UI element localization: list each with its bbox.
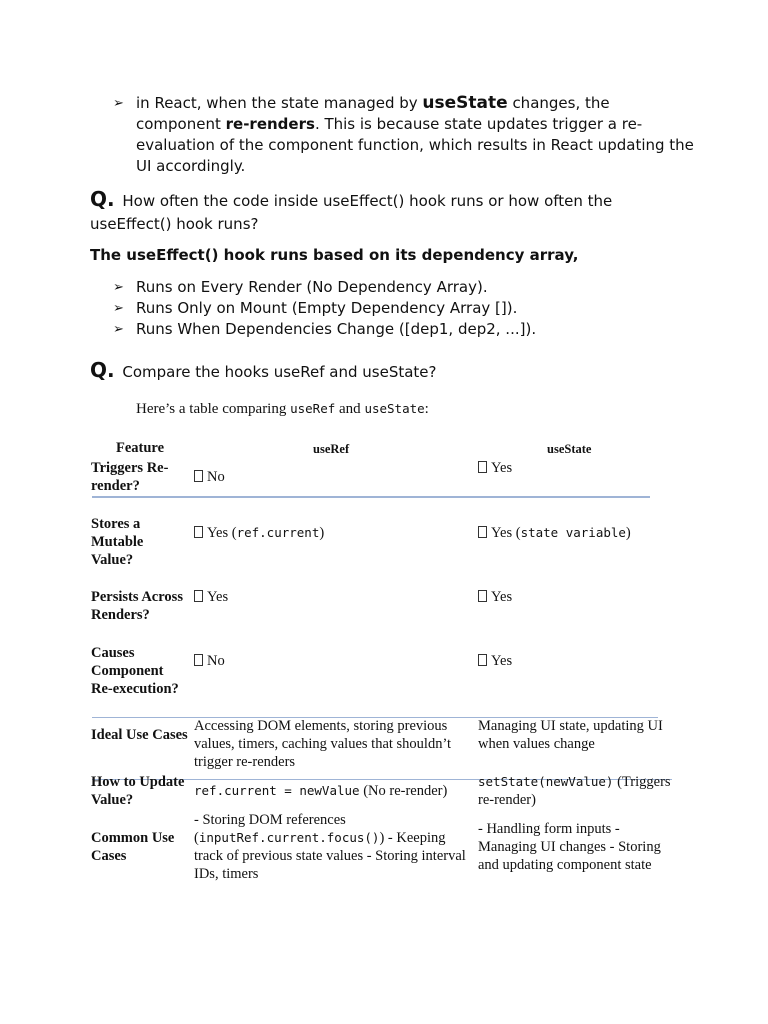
table-header-useref: useRef — [313, 442, 350, 456]
table-cell-useref — [194, 811, 478, 883]
intro-bullet-list — [113, 93, 696, 177]
table-intro-text: : — [424, 401, 429, 417]
cell-text: Yes — [491, 653, 513, 669]
table-cell-useref — [194, 524, 324, 542]
cell-text: Yes — [491, 460, 513, 476]
table-cell-feature: Triggers Re-render? — [91, 460, 169, 494]
table-header-usestate: useState — [547, 442, 592, 456]
table-cell-feature: Stores a Mutable Value? — [91, 516, 144, 568]
code-term: setState(newValue) — [478, 774, 614, 789]
question-text: How often the code inside useEffect() hook runs or how often the useEffect() hook runs? — [90, 192, 613, 233]
table-cell-feature: Ideal Use Cases — [91, 727, 188, 743]
table-cell-useref — [194, 468, 225, 486]
cell-text: ) — [319, 525, 325, 541]
list-item — [113, 93, 696, 177]
table-cell-usestate — [478, 652, 512, 670]
code-term: useRef — [290, 401, 336, 416]
code-term: ref.current = newValue — [194, 783, 360, 798]
table-cell-useref: Accessing DOM elements, storing previous values, timers, caching values that shouldn’t trigger re-renders — [194, 718, 452, 770]
intro-text: . This is because state updates trigger a re-evaluation of the component function, which results in React updating the UI accordingly. — [136, 115, 694, 175]
question-mark-label: Q. — [90, 358, 115, 382]
question-mark-label: Q. — [90, 187, 115, 211]
symbol-box-icon — [478, 654, 487, 666]
intro-text: in React, when the state managed by — [136, 94, 423, 112]
table-divider — [92, 496, 650, 498]
symbol-box-icon — [194, 654, 203, 666]
cell-text: Yes — [207, 589, 229, 605]
cell-text: Yes — [491, 589, 513, 605]
table-cell-feature: Common Use Cases — [91, 830, 175, 864]
usestate-term: useState — [422, 93, 508, 113]
arrow-bullet-icon: ➢ — [113, 301, 124, 316]
table-header-feature: Feature — [116, 440, 165, 456]
list-item-text: Runs on Every Render (No Dependency Array). — [136, 278, 488, 296]
table-cell-usestate: Managing UI state, updating UI when values change — [478, 718, 663, 752]
rerenders-term: re-renders — [225, 115, 315, 133]
code-term: state variable — [520, 525, 626, 540]
question-1 — [90, 188, 650, 236]
table-intro — [136, 401, 429, 418]
dependency-list — [113, 277, 696, 340]
list-item-text: Runs When Dependencies Change ([dep1, dep2, ...]). — [136, 320, 537, 338]
symbol-box-icon — [478, 461, 487, 473]
table-cell-usestate — [478, 773, 678, 809]
arrow-bullet-icon: ➢ — [113, 96, 124, 111]
table-cell-useref — [194, 588, 228, 606]
list-item-text: Runs Only on Mount (Empty Dependency Array []). — [136, 299, 518, 317]
table-cell-useref — [194, 652, 225, 670]
dependency-heading: The useEffect() hook runs based on its dependency array, — [90, 246, 579, 264]
table-cell-useref — [194, 782, 476, 800]
code-term: inputRef.current.focus() — [198, 830, 380, 845]
cell-text: ) — [625, 525, 631, 541]
symbol-box-icon — [194, 590, 203, 602]
cell-text: No — [207, 469, 225, 485]
table-cell-feature: Persists Across Renders? — [91, 589, 183, 623]
cell-text: - Storing DOM references ( — [194, 812, 346, 846]
arrow-bullet-icon: ➢ — [113, 322, 124, 337]
cell-text: ) - Keeping track of previous state values - Storing interval IDs, timers — [194, 830, 466, 882]
table-cell-usestate — [478, 524, 631, 542]
code-term: useState — [364, 401, 425, 416]
table-intro-text: and — [335, 401, 365, 417]
cell-text: No — [207, 653, 225, 669]
symbol-box-icon — [478, 526, 487, 538]
symbol-box-icon — [478, 590, 487, 602]
intro-text: changes, the component — [136, 94, 610, 133]
table-cell-feature: How to Update Value? — [91, 774, 185, 808]
arrow-bullet-icon: ➢ — [113, 280, 124, 295]
symbol-box-icon — [194, 526, 203, 538]
symbol-box-icon — [194, 470, 203, 482]
code-term: ref.current — [236, 525, 320, 540]
table-cell-usestate: - Handling form inputs - Managing UI changes - Storing and updating component state — [478, 821, 661, 873]
cell-text: (Triggers re-render) — [478, 774, 671, 808]
cell-text: Yes ( — [491, 525, 521, 541]
question-2 — [90, 359, 437, 384]
cell-text: Yes ( — [207, 525, 237, 541]
list-item — [113, 298, 696, 319]
list-item — [113, 319, 696, 340]
table-cell-usestate — [478, 588, 512, 606]
table-intro-text: Here’s a table comparing — [136, 401, 291, 417]
list-item — [113, 277, 696, 298]
table-cell-usestate — [478, 459, 512, 477]
table-cell-feature: Causes Component Re-execution? — [91, 645, 179, 697]
cell-text: (No re-render) — [359, 783, 448, 799]
question-text: Compare the hooks useRef and useState? — [122, 363, 437, 381]
